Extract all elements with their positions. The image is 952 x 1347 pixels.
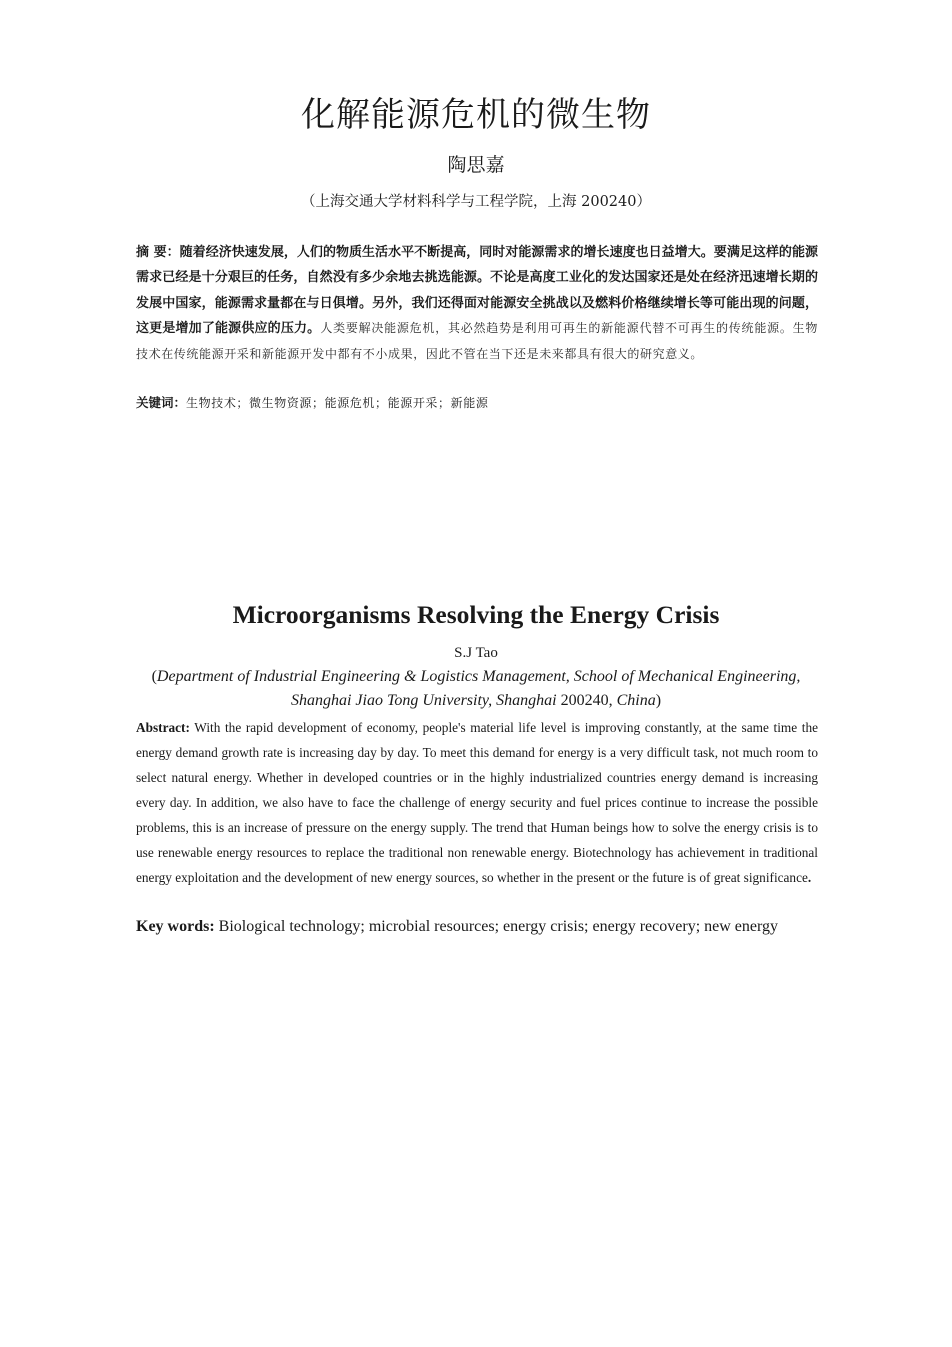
english-affiliation bbox=[120, 665, 832, 712]
chinese-author: 陶思嘉 bbox=[447, 154, 505, 176]
chinese-abstract-label: 摘 要： bbox=[136, 245, 180, 260]
chinese-abstract bbox=[136, 240, 818, 367]
affiliation-open-paren: ( bbox=[151, 668, 157, 685]
english-keywords-text: Biological technology; microbial resources; energy crisis; energy recovery; new energy bbox=[214, 918, 779, 935]
english-author: S.J Tao bbox=[454, 645, 498, 661]
chinese-affiliation: （上海交通大学材料科学与工程学院，上海 200240） bbox=[301, 194, 651, 210]
english-title: Microorganisms Resolving the Energy Crisis bbox=[232, 600, 720, 629]
english-keywords-label: Key words: bbox=[136, 918, 215, 935]
english-abstract-label: Abstract: bbox=[136, 720, 190, 735]
affiliation-postcode: 200240, bbox=[556, 691, 617, 709]
english-abstract-end: . bbox=[807, 870, 812, 885]
english-keywords bbox=[136, 915, 818, 939]
affiliation-country: China bbox=[616, 691, 656, 709]
chinese-abstract-light-text: 人类要解决能源危机，其必然趋势是利用可再生的新能源代替不可再生的传统能源。生物技术在传统能源开采和新能源开发中都有不小成果，因此不管在当下还是未来都具有很大的研究意义。 bbox=[136, 321, 818, 361]
chinese-keywords-text: 生物技术；微生物资源；能源危机；能源开采；新能源 bbox=[186, 396, 489, 410]
english-abstract-text: With the rapid development of economy, people's material life level is improving constantly, at the same time the energy demand growth rate is increasing day by day. To meet this demand for energy is a very difficult task, not much room to select natural energy. Whether in developed countries or in the highly industrialized countries energy demand is increasing every day. In addition, we also have to face the challenge of energy security and fuel prices continue to increase the possible problems, this is an increase of pressure on the energy supply. The trend that Human beings how to solve the energy crisis is to use renewable energy resources to replace the traditional non renewable energy. Biotechnology has achievement in traditional energy exploitation and the development of new energy sources, so whether in the present or the future is of great significance bbox=[136, 720, 818, 885]
chinese-keywords-label: 关键词： bbox=[136, 395, 187, 410]
chinese-title: 化解能源危机的微生物 bbox=[301, 95, 651, 135]
chinese-keywords bbox=[136, 392, 818, 414]
chinese-abstract-bold-text: 随着经济快速发展，人们的物质生活水平不断提高，同时对能源需求的增长速度也日益增大。要满足这样的能源需求已经是十分艰巨的任务，自然没有多少余地去挑选能源。不论是高度工业化的发达国家还是处在经济迅速增长期的发展中国家，能源需求量都在与日俱增。另外，我们还得面对能源安全挑战以及燃料价格继续增长等可能出现的问题，这更是增加了能源供应的压力。 bbox=[136, 245, 818, 337]
affiliation-close-paren: ) bbox=[655, 691, 662, 709]
english-abstract bbox=[136, 715, 818, 890]
affiliation-department: Department of Industrial Engineering & Logistics Management, School of Mechanical Engineering, Shanghai Jiao Tong University, Shanghai bbox=[156, 668, 801, 709]
